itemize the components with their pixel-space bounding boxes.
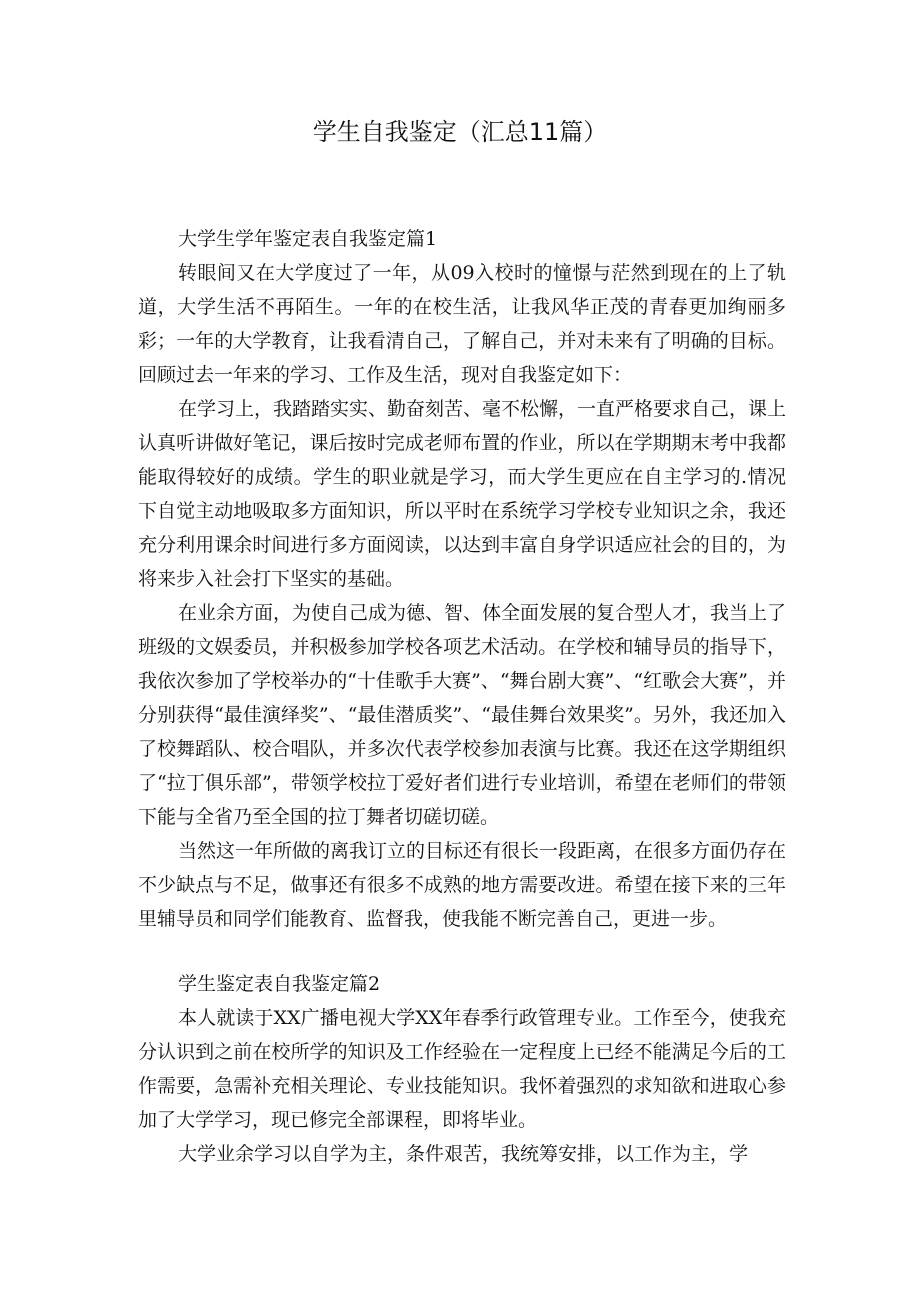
section-2 — [138, 967, 786, 1171]
document-title: 学生自我鉴定（汇总11篇） — [312, 118, 608, 146]
section-heading: 学生鉴定表自我鉴定篇2 — [178, 973, 381, 995]
paragraph: 大学业余学习以自学为主，条件艰苦，我统筹安排，以工作为主，学 — [178, 1143, 749, 1165]
paragraph: 在学习上，我踏踏实实、勤奋刻苦、毫不松懈，一直严格要求自己，课上认真听讲做好笔记，课后按时完成老师布置的作业，所以在学期期末考中我都能取得较好的成绩。学生的职业就是学习，而大学生更应在自主学习的.情况下自觉主动地吸取多方面知识，所以平时在系统学习学校专业知识之余，我还充分利用课余时间进行多方面阅读，以达到丰富自身学识适应社会的目的，为将来步入社会打下坚实的基础。 — [138, 398, 787, 590]
paragraph: 本人就读于XX广播电视大学XX年春季行政管理专业。工作至今，使我充分认识到之前在校所学的知识及工作经验在一定程度上已经不能满足今后的工作需要，急需补充相关理论、专业技能知识。我怀着强烈的求知欲和进取心参加了大学学习，现已修完全部课程，即将毕业。 — [138, 1007, 786, 1131]
section-1 — [138, 222, 786, 936]
section-heading: 大学生学年鉴定表自我鉴定篇1 — [178, 228, 438, 250]
paragraph: 在业余方面，为使自己成为德、智、体全面发展的复合型人才，我当上了班级的文娱委员，并积极参加学校各项艺术活动。在学校和辅导员的指导下，我依次参加了学校举办的“十佳歌手大赛”、“舞台剧大赛”、“红歌会大赛”，并分别获得“最佳演绎奖”、“最佳潜质奖”、“最佳舞台效果奖”。另外，我还加入了校舞蹈队、校合唱队，并多次代表学校参加表演与比赛。我还在这学期组织了“拉丁俱乐部”，带领学校拉丁爱好者们进行专业培训，希望在老师们的带领下能与全省乃至全国的拉丁舞者切磋切磋。 — [138, 602, 787, 828]
paragraph: 转眼间又在大学度过了一年，从09入校时的憧憬与茫然到现在的上了轨道，大学生活不再陌生。一年的在校生活，让我风华正茂的青春更加绚丽多彩；一年的大学教育，让我看清自己，了解自己，并对未来有了明确的目标。回顾过去一年来的学习、工作及生活，现对自我鉴定如下： — [138, 262, 786, 386]
paragraph: 当然这一年所做的离我订立的目标还有很长一段距离，在很多方面仍存在不少缺点与不足，做事还有很多不成熟的地方需要改进。希望在接下来的三年里辅导员和同学们能教育、监督我，使我能不断完善自己，更进一步。 — [138, 840, 787, 930]
